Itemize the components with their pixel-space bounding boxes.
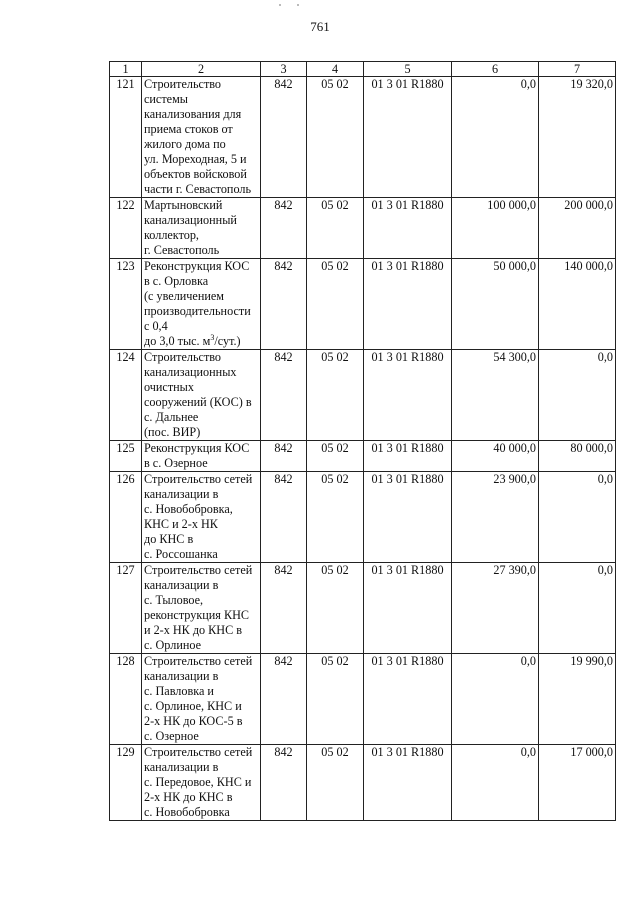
table-row <box>110 441 616 472</box>
amount-col6: 0,0 <box>452 654 539 745</box>
amount-col7: 0,0 <box>539 350 616 441</box>
project-name: Строительство сетей канализации в с. Тыловое, реконструкция КНС и 2-х НК до КНС в с. Орлиное <box>142 563 261 654</box>
ministry-code: 842 <box>261 350 307 441</box>
target-article-code: 01 3 01 R1880 <box>364 77 452 198</box>
column-header: 6 <box>452 62 539 77</box>
project-name: Реконструкция КОС в с. Озерное <box>142 441 261 472</box>
table-row <box>110 745 616 821</box>
target-article-code: 01 3 01 R1880 <box>364 198 452 259</box>
project-name: Строительство сетей канализации в с. Павловка и с. Орлиное, КНС и 2-х НК до КОС-5 в с. Озерное <box>142 654 261 745</box>
table-header-row <box>110 62 616 77</box>
superscript: 3 <box>210 332 215 342</box>
project-name: Строительство системы канализования для приема стоков от жилого дома по ул. Мореходная, 5 и объектов войсковой части г. Севастополь <box>142 77 261 198</box>
ministry-code: 842 <box>261 259 307 350</box>
target-article-code: 01 3 01 R1880 <box>364 350 452 441</box>
target-article-code: 01 3 01 R1880 <box>364 563 452 654</box>
row-number: 129 <box>110 745 142 821</box>
row-number: 128 <box>110 654 142 745</box>
section-code: 05 02 <box>307 472 364 563</box>
amount-col7: 17 000,0 <box>539 745 616 821</box>
ministry-code: 842 <box>261 745 307 821</box>
ministry-code: 842 <box>261 563 307 654</box>
section-code: 05 02 <box>307 350 364 441</box>
column-header: 7 <box>539 62 616 77</box>
ministry-code: 842 <box>261 77 307 198</box>
amount-col6: 27 390,0 <box>452 563 539 654</box>
amount-col7: 200 000,0 <box>539 198 616 259</box>
section-code: 05 02 <box>307 441 364 472</box>
ministry-code: 842 <box>261 198 307 259</box>
project-name <box>142 259 261 350</box>
column-header: 5 <box>364 62 452 77</box>
amount-col6: 23 900,0 <box>452 472 539 563</box>
scan-artifact-top <box>297 4 299 6</box>
row-number: 126 <box>110 472 142 563</box>
amount-col7: 80 000,0 <box>539 441 616 472</box>
row-number: 127 <box>110 563 142 654</box>
project-name-text-end: /сут.) <box>214 334 241 348</box>
section-code: 05 02 <box>307 198 364 259</box>
amount-col7: 19 320,0 <box>539 77 616 198</box>
column-header: 1 <box>110 62 142 77</box>
table-row <box>110 350 616 441</box>
section-code: 05 02 <box>307 563 364 654</box>
amount-col6: 0,0 <box>452 745 539 821</box>
project-name: Мартыновский канализационный коллектор, г. Севастополь <box>142 198 261 259</box>
table-row <box>110 77 616 198</box>
amount-col7: 140 000,0 <box>539 259 616 350</box>
table-row <box>110 259 616 350</box>
project-name: Строительство сетей канализации в с. Передовое, КНС и 2-х НК до КНС в с. Новобобровка <box>142 745 261 821</box>
section-code: 05 02 <box>307 745 364 821</box>
section-code: 05 02 <box>307 259 364 350</box>
row-number: 122 <box>110 198 142 259</box>
project-name-text: Реконструкция КОС в с. Орловка (с увеличением производительности с 0,4 до 3,0 тыс. м <box>144 259 251 348</box>
row-number: 121 <box>110 77 142 198</box>
page-number: 761 <box>310 19 330 34</box>
row-number: 124 <box>110 350 142 441</box>
scan-artifact-top <box>279 4 281 6</box>
row-number: 123 <box>110 259 142 350</box>
amount-col6: 40 000,0 <box>452 441 539 472</box>
section-code: 05 02 <box>307 654 364 745</box>
column-header: 2 <box>142 62 261 77</box>
target-article-code: 01 3 01 R1880 <box>364 654 452 745</box>
amount-col6: 54 300,0 <box>452 350 539 441</box>
target-article-code: 01 3 01 R1880 <box>364 259 452 350</box>
section-code: 05 02 <box>307 77 364 198</box>
target-article-code: 01 3 01 R1880 <box>364 745 452 821</box>
ministry-code: 842 <box>261 654 307 745</box>
amount-col6: 0,0 <box>452 77 539 198</box>
column-header: 3 <box>261 62 307 77</box>
table-row <box>110 654 616 745</box>
table-row <box>110 472 616 563</box>
table-row <box>110 563 616 654</box>
ministry-code: 842 <box>261 472 307 563</box>
amount-col7: 19 990,0 <box>539 654 616 745</box>
project-name: Строительство сетей канализации в с. Новобобровка, КНС и 2-х НК до КНС в с. Россошанка <box>142 472 261 563</box>
row-number: 125 <box>110 441 142 472</box>
amount-col6: 50 000,0 <box>452 259 539 350</box>
table-row <box>110 198 616 259</box>
amount-col7: 0,0 <box>539 563 616 654</box>
amount-col7: 0,0 <box>539 472 616 563</box>
budget-table <box>109 61 616 821</box>
amount-col6: 100 000,0 <box>452 198 539 259</box>
column-header: 4 <box>307 62 364 77</box>
ministry-code: 842 <box>261 441 307 472</box>
project-name: Строительство канализационных очистных сооружений (КОС) в с. Дальнее (пос. ВИР) <box>142 350 261 441</box>
target-article-code: 01 3 01 R1880 <box>364 472 452 563</box>
target-article-code: 01 3 01 R1880 <box>364 441 452 472</box>
